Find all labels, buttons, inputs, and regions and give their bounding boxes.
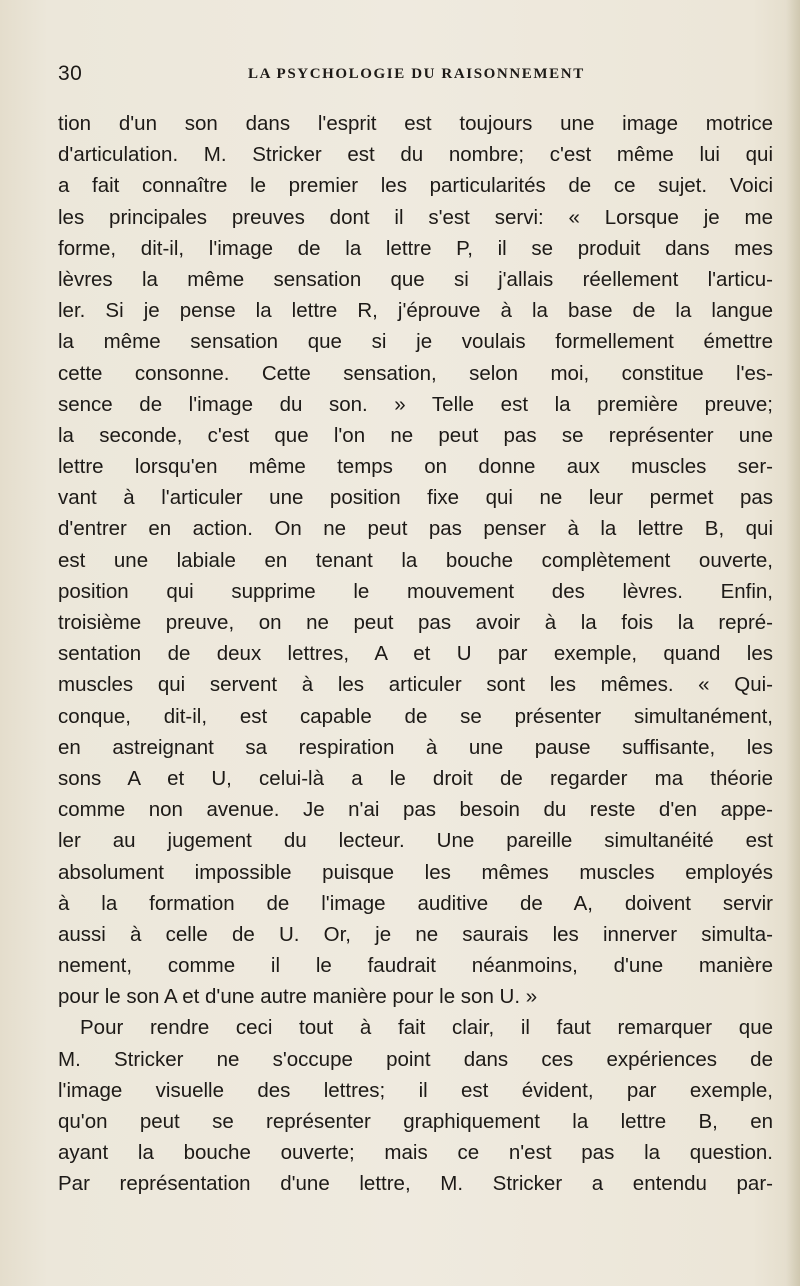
text-line: absolument impossible puisque les mêmes muscles employés: [58, 860, 773, 884]
text-line: pour le son A et d'une autre manière pour le son U. »: [58, 985, 538, 1009]
text-line: ler. Si je pense la lettre R, j'éprouve à la base de la langue: [58, 299, 773, 323]
text-line: M. Stricker ne s'occupe point dans ces expériences de: [58, 1047, 773, 1071]
text-line: cette consonne. Cette sensation, selon moi, constitue l'es-: [58, 361, 773, 385]
text-line: sentation de deux lettres, A et U par exemple, quand les: [58, 642, 773, 666]
text-line: sence de l'image du son. » Telle est la première preuve;: [58, 392, 773, 416]
text-line: tion d'un son dans l'esprit est toujours une image motrice: [58, 112, 773, 135]
text-line: sons A et U, celui-là a le droit de regarder ma théorie: [58, 766, 773, 790]
text-line: d'entrer en action. On ne peut pas penser à la lettre B, qui: [58, 517, 773, 541]
text-line: qu'on peut se représenter graphiquement la lettre B, en: [58, 1110, 773, 1133]
text-line: conque, dit-il, est capable de se présenter simultanément,: [58, 704, 773, 728]
text-line: l'image visuelle des lettres; il est évident, par exemple,: [58, 1078, 773, 1102]
text-line: comme non avenue. Je n'ai pas besoin du reste d'en appe-: [58, 798, 773, 822]
text-line: la même sensation que si je voulais formellement émettre: [58, 330, 773, 354]
running-head: LA PSYCHOLOGIE DU RAISONNEMENT: [248, 66, 585, 82]
text-line: muscles qui servent à les articuler sont les mêmes. « Qui-: [58, 673, 773, 697]
text-line: vant à l'articuler une position fixe qui ne leur permet pas: [58, 486, 773, 510]
text-line: à la formation de l'image auditive de A, doivent servir: [58, 891, 773, 915]
text-line: ler au jugement du lecteur. Une pareille simultanéité est: [58, 829, 773, 853]
body-text: [58, 108, 773, 1200]
text-line: forme, dit-il, l'image de la lettre P, il se produit dans mes: [58, 236, 773, 260]
text-line: est une labiale en tenant la bouche complètement ouverte,: [58, 548, 773, 572]
page-header: [58, 62, 768, 92]
text-line: nement, comme il le faudrait néanmoins, d'une manière: [58, 954, 773, 978]
text-line: Par représentation d'une lettre, M. Stricker a entendu par-: [58, 1172, 773, 1196]
text-line: Pour rendre ceci tout à fait clair, il faut remarquer que: [80, 1016, 773, 1040]
text-line: en astreignant sa respiration à une pause suffisante, les: [58, 735, 773, 759]
text-line: lèvres la même sensation que si j'allais réellement l'articu-: [58, 267, 773, 291]
page-edge-shadow: [786, 0, 800, 1286]
text-line: lettre lorsqu'en même temps on donne aux muscles ser-: [58, 455, 773, 479]
text-line: d'articulation. M. Stricker est du nombre; c'est même lui qui: [58, 143, 773, 167]
text-line: ayant la bouche ouverte; mais ce n'est pas la question.: [58, 1141, 773, 1165]
text-line: les principales preuves dont il s'est servi: « Lorsque je me: [58, 205, 773, 229]
text-line: la seconde, c'est que l'on ne peut pas se représenter une: [58, 423, 773, 447]
text-line: troisième preuve, on ne peut pas avoir à la fois la repré-: [58, 611, 773, 634]
page-number: 30: [58, 62, 83, 85]
text-line: aussi à celle de U. Or, je ne saurais les innerver simulta-: [58, 922, 773, 946]
text-line: position qui supprime le mouvement des lèvres. Enfin,: [58, 579, 773, 603]
text-line: a fait connaître le premier les particularités de ce sujet. Voici: [58, 174, 773, 198]
